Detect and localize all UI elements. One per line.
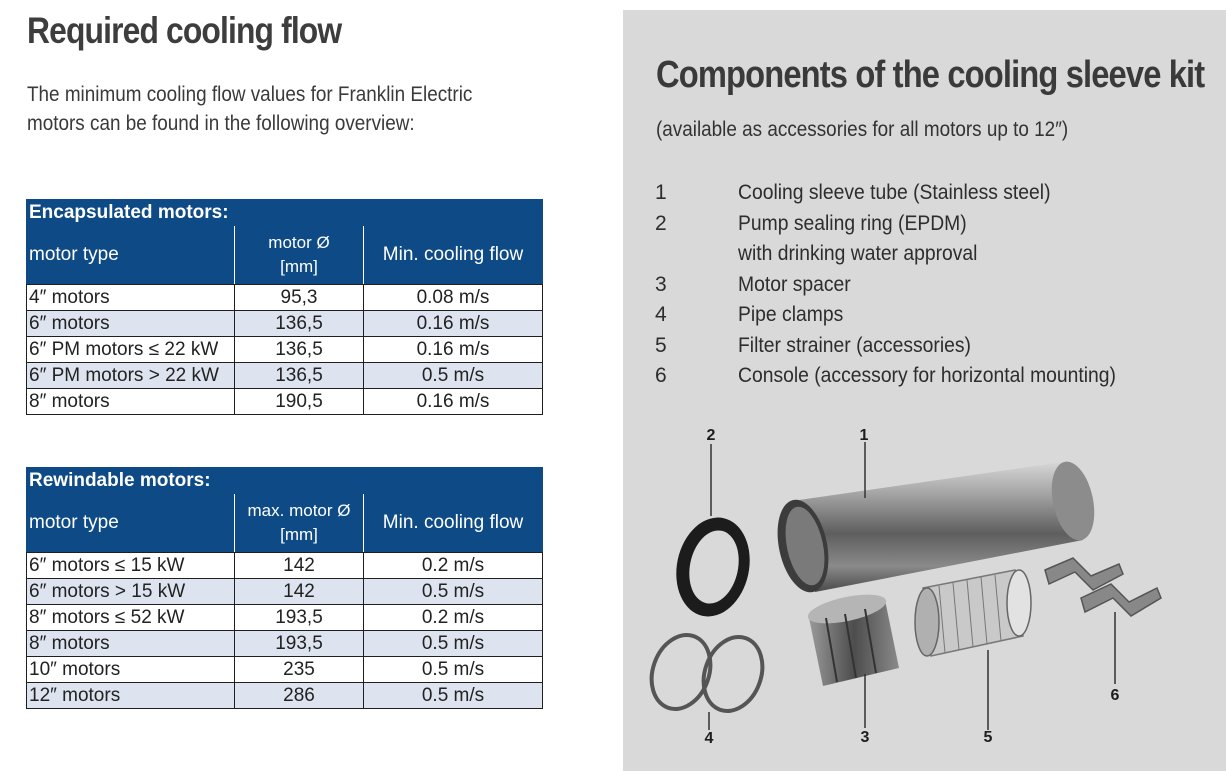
pipe-clamps-icon [642,627,773,720]
callout-3: 3 [860,729,870,746]
callout-5: 5 [983,729,993,746]
callout-1: 1 [859,427,869,444]
page-title: Required cooling flow [27,10,342,51]
column-header: Min. cooling flow [364,494,543,553]
column-header: motor type [27,494,235,553]
table-row: 6″ PM motors ≤ 22 kW 136,5 0.16 m/s [27,337,543,363]
column-header: motor type [27,226,235,285]
kit-title: Components of the cooling sleeve kit [656,54,1205,96]
list-item: 3 Motor spacer [655,272,851,296]
components-list [655,178,1149,392]
callout-2: 2 [706,427,716,444]
table-row: 6″ motors 136,5 0.16 m/s [27,311,543,337]
filter-strainer-icon [915,570,1031,656]
table-row: 4″ motors 95,3 0.08 m/s [27,285,543,311]
list-item: 5 Filter strainer (accessories) [655,333,971,357]
table-row: 6″ PM motors > 22 kW 136,5 0.5 m/s [27,363,543,389]
table-row: 12″ motors 286 0.5 m/s [27,683,543,709]
table-caption: Encapsulated motors: [27,200,543,226]
sealing-ring-icon [667,511,758,624]
motor-spacer-icon [805,589,899,686]
callout-6: 6 [1110,687,1120,704]
console-bracket-icon [1045,558,1161,616]
table-row: 8″ motors ≤ 52 kW 193,5 0.2 m/s [27,605,543,631]
table-row: 10″ motors 235 0.5 m/s [27,657,543,683]
column-header: Min. cooling flow [364,226,543,285]
encapsulated-motors-table [26,199,543,415]
table-row: 8″ motors 193,5 0.5 m/s [27,631,543,657]
cooling-sleeve-kit-illustration [623,400,1226,771]
kit-subtitle: (available as accessories for all motors up to 12″) [656,118,1069,141]
list-item: 1 Cooling sleeve tube (Stainless steel) [655,181,1051,204]
list-item: 4 Pipe clamps [655,303,844,326]
callout-4: 4 [704,730,714,747]
intro-text: The minimum cooling flow values for Franklin Electric motors can be found in the following overview: [27,83,473,135]
list-item: 2 Pump sealing ring (EPDM) with drinking water approval [655,211,978,265]
table-row: 8″ motors 190,5 0.16 m/s [27,389,543,415]
column-header: max. motor Ø [mm] [235,494,364,553]
table-row: 6″ motors ≤ 15 kW 142 0.2 m/s [27,553,543,579]
list-item: 6 Console (accessory for horizontal mounting) [655,364,1116,387]
rewindable-motors-table [26,467,543,709]
table-row: 6″ motors > 15 kW 142 0.5 m/s [27,579,543,605]
table-caption: Rewindable motors: [27,468,543,494]
column-header: motor Ø [mm] [235,226,364,285]
